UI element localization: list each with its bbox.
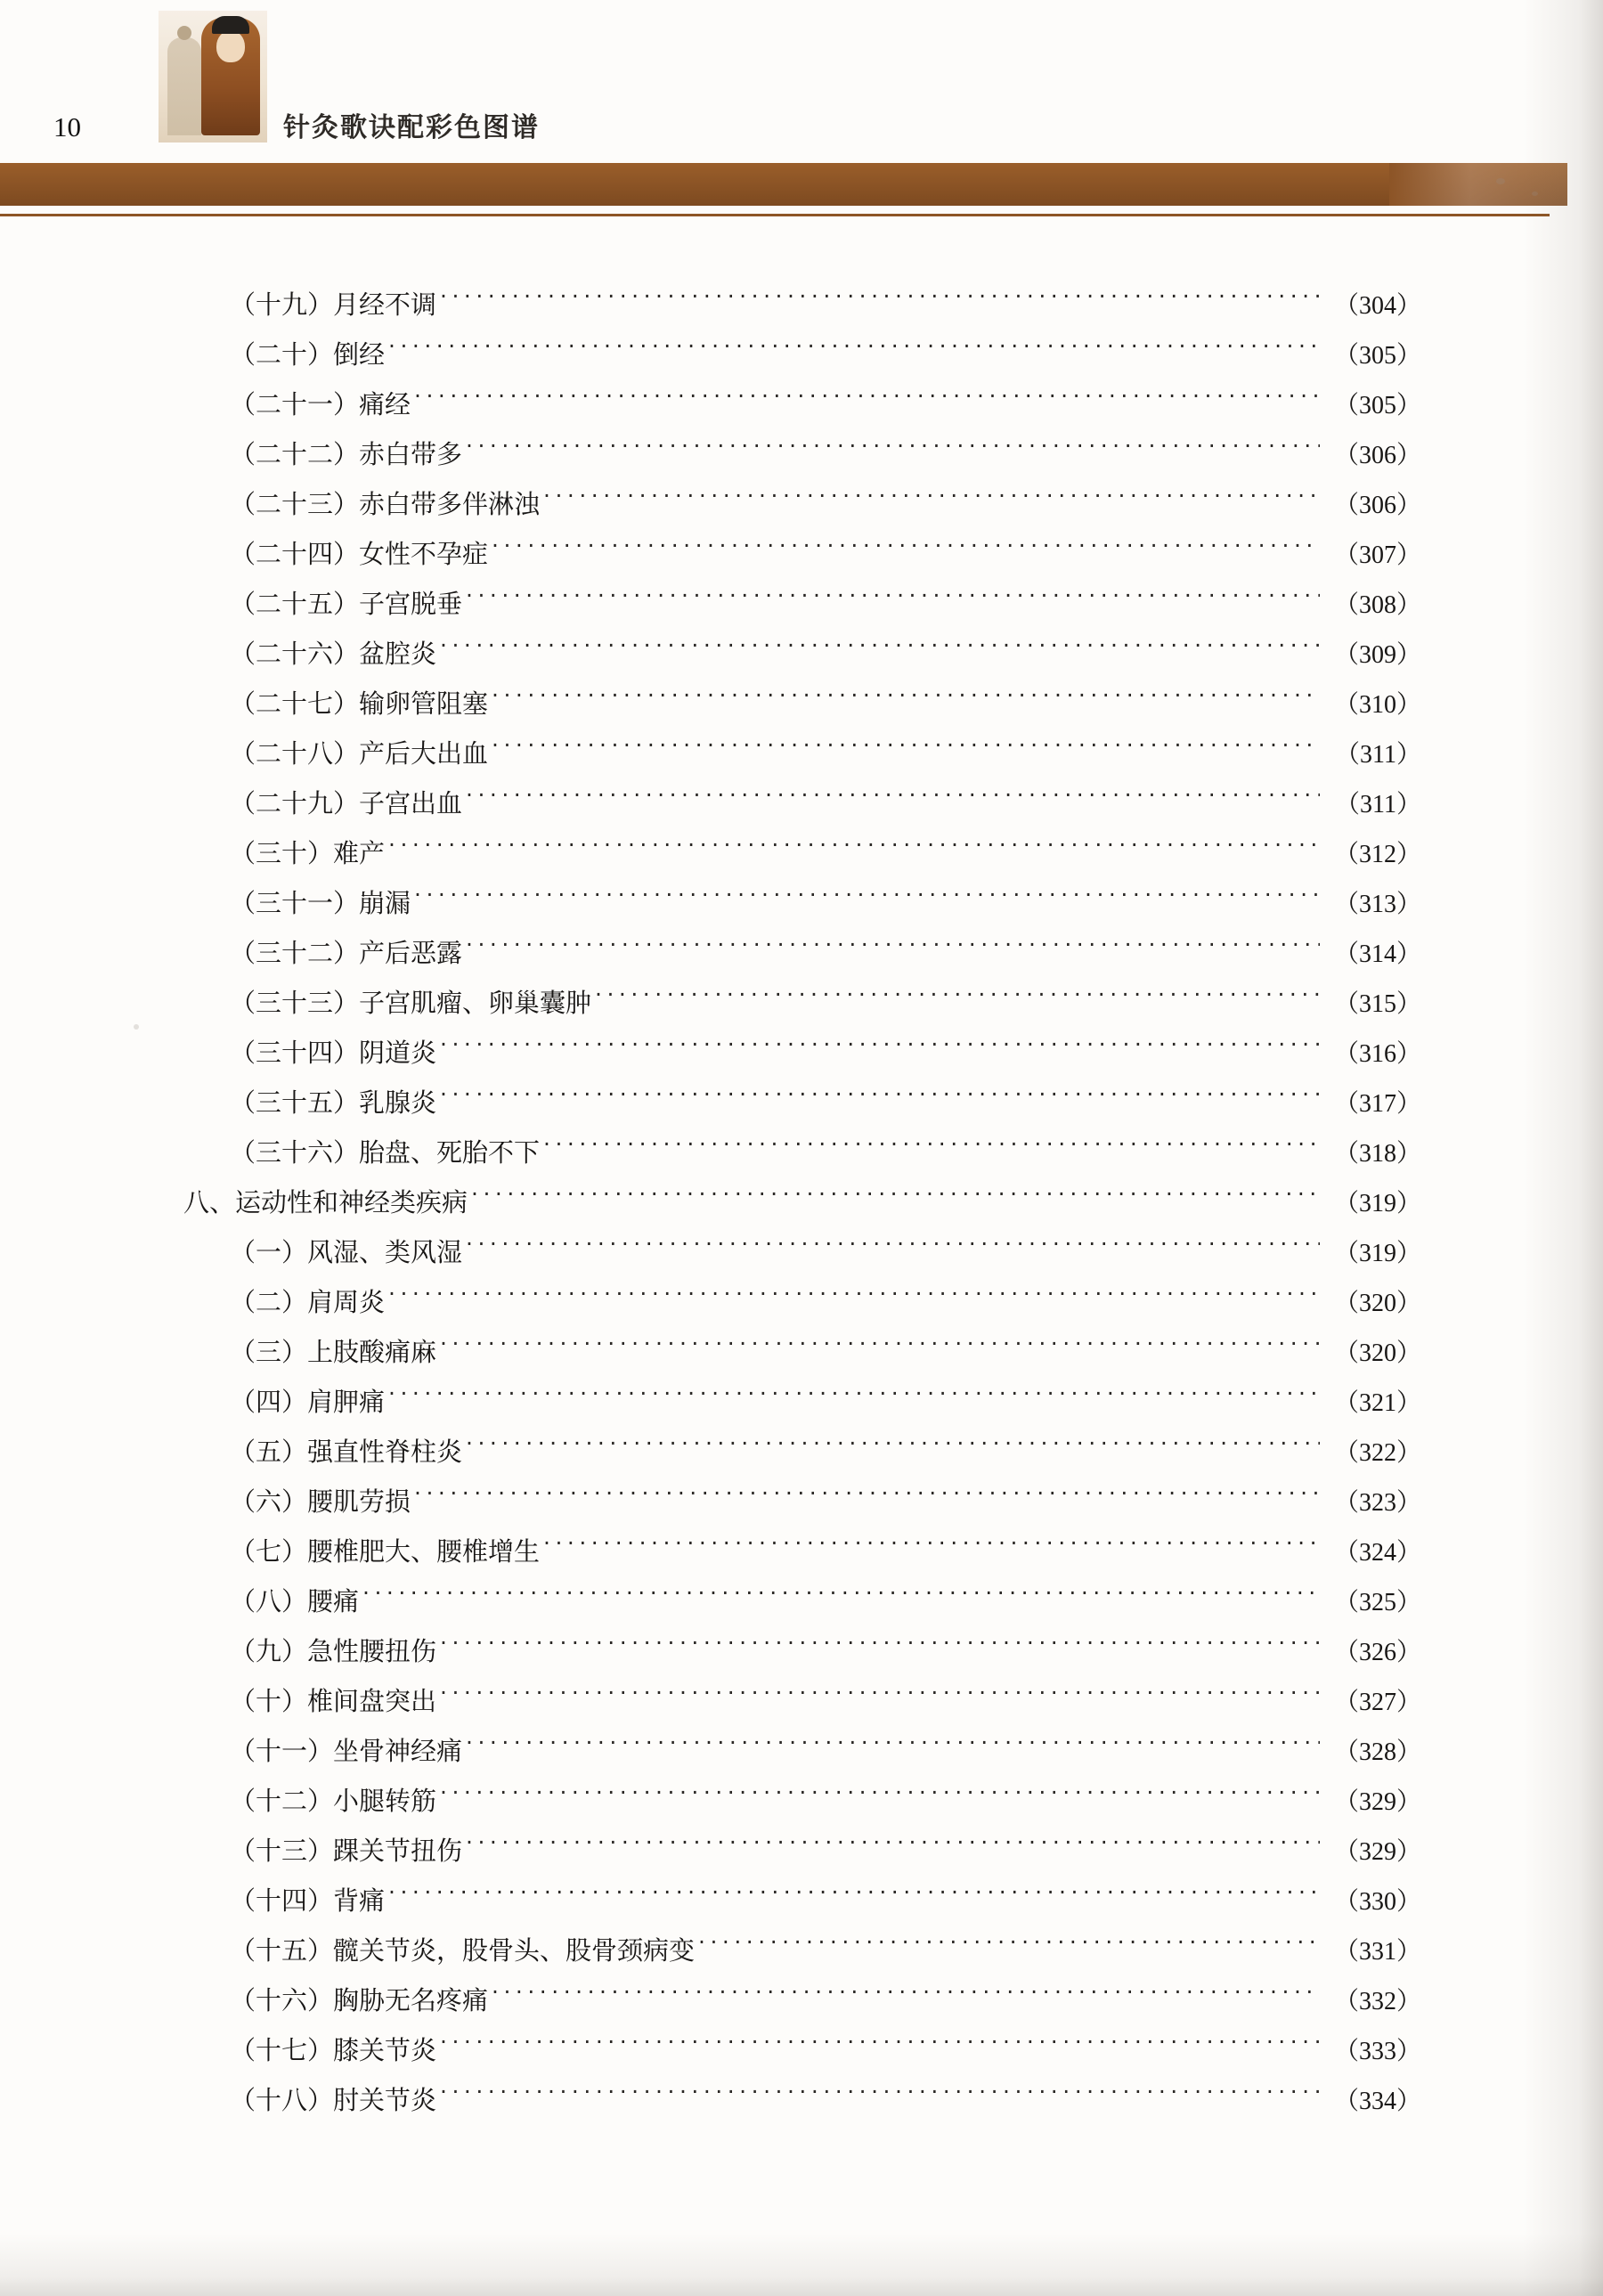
toc-entry[interactable]: [183, 634, 1421, 684]
toc-entry-page: （305）: [1333, 342, 1421, 370]
toc-entry[interactable]: [183, 1831, 1421, 1881]
toc-entry-label: （三十二）产后恶露: [230, 938, 463, 968]
book-title: 针灸歌诀配彩色图谱: [283, 112, 540, 143]
toc-leader-dots: [362, 1584, 1320, 1610]
toc-leader-dots: [388, 338, 1320, 363]
toc-leader-dots: [414, 387, 1320, 413]
toc-entry-label: （三十）难产: [230, 838, 386, 868]
toc-leader-dots: [466, 1834, 1320, 1860]
toc-entry[interactable]: [183, 1083, 1421, 1133]
toc-entry-page: （322）: [1333, 1439, 1421, 1467]
illustration-figure-right: [201, 18, 260, 135]
toc-entry-page: （311）: [1335, 741, 1421, 769]
toc-leader-dots: [440, 1086, 1320, 1111]
toc-entry-page: （319）: [1333, 1240, 1421, 1267]
header-illustration: [159, 11, 267, 142]
toc-entry[interactable]: [183, 1332, 1421, 1382]
toc-entry[interactable]: [183, 834, 1421, 883]
toc-entry[interactable]: [183, 1881, 1421, 1931]
toc-entry-label: （十一）坐骨神经痛: [230, 1736, 463, 1766]
toc-leader-dots: [440, 2083, 1320, 2109]
page-number: 10: [53, 111, 81, 142]
scan-speck: [134, 1024, 139, 1030]
toc-entry-label: （十五）髋关节炎，股骨头、股骨颈病变: [230, 1935, 696, 1966]
toc-entry[interactable]: [183, 584, 1421, 634]
toc-entry[interactable]: [183, 1731, 1421, 1781]
toc-entry[interactable]: [183, 335, 1421, 385]
toc-entry-page: （320）: [1333, 1290, 1421, 1317]
toc-entry[interactable]: [183, 1432, 1421, 1482]
toc-entry-page: （332）: [1333, 1988, 1421, 2015]
toc-entry-label: （十）椎间盘突出: [230, 1686, 437, 1716]
toc-entry-label: （三）上肢酸痛麻: [230, 1337, 437, 1367]
toc-leader-dots: [440, 1684, 1320, 1710]
page-edge-shadow-right: [1523, 0, 1603, 2296]
toc-leader-dots: [414, 1485, 1320, 1510]
toc-entry[interactable]: [183, 1931, 1421, 1981]
toc-leader-dots: [466, 1435, 1320, 1461]
toc-entry[interactable]: [183, 784, 1421, 834]
toc-entry-label: （二十二）赤白带多: [230, 439, 463, 469]
toc-entry-page: （331）: [1333, 1938, 1421, 1966]
toc-entry-label: （八）腰痛: [230, 1586, 360, 1616]
toc-entry-page: （328）: [1333, 1738, 1421, 1766]
toc-entry-label: 八、运动性和神经类疾病: [183, 1187, 468, 1217]
toc-leader-dots: [492, 537, 1320, 563]
toc-entry-page: （304）: [1333, 292, 1421, 320]
toc-entry-label: （三十三）子宫肌瘤、卵巢囊肿: [230, 988, 592, 1018]
toc-leader-dots: [595, 986, 1320, 1012]
toc-entry[interactable]: [183, 1183, 1421, 1233]
toc-leader-dots: [440, 637, 1320, 663]
toc-entry-label: （二十四）女性不孕症: [230, 539, 489, 569]
toc-entry-label: （三十一）崩漏: [230, 888, 411, 918]
toc-entry-label: （二十八）产后大出血: [230, 738, 489, 769]
toc-leader-dots: [414, 886, 1320, 912]
toc-entry-label: （二十一）痛经: [230, 389, 411, 419]
toc-entry-label: （三十五）乳腺炎: [230, 1087, 437, 1118]
toc-leader-dots: [440, 2033, 1320, 2059]
toc-entry-label: （二十六）盆腔炎: [230, 639, 437, 669]
toc-entry-label: （二十九）子宫出血: [230, 788, 463, 818]
toc-entry[interactable]: [183, 734, 1421, 784]
toc-entry-page: （318）: [1333, 1140, 1421, 1168]
toc-leader-dots: [492, 737, 1320, 762]
toc-entry-label: （二十七）输卵管阻塞: [230, 688, 489, 719]
toc-entry[interactable]: [183, 883, 1421, 933]
toc-leader-dots: [466, 936, 1320, 962]
toc-entry[interactable]: [183, 1681, 1421, 1731]
toc-entry-label: （九）急性腰扭伤: [230, 1636, 437, 1666]
toc-entry-label: （二十）倒经: [230, 339, 386, 370]
toc-entry[interactable]: [183, 1233, 1421, 1282]
toc-entry-label: （二十五）子宫脱垂: [230, 589, 463, 619]
toc-leader-dots: [440, 1784, 1320, 1810]
toc-leader-dots: [388, 836, 1320, 862]
toc-entry[interactable]: [183, 1482, 1421, 1532]
header-rule: [0, 214, 1550, 216]
toc-leader-dots: [440, 1634, 1320, 1660]
toc-entry-page: （329）: [1333, 1838, 1421, 1866]
toc-entry[interactable]: [183, 2031, 1421, 2080]
toc-entry-page: （305）: [1333, 392, 1421, 419]
toc-entry[interactable]: [183, 1033, 1421, 1083]
toc-leader-dots: [543, 1136, 1320, 1161]
toc-entry-page: （327）: [1333, 1689, 1421, 1716]
toc-entry-page: （334）: [1333, 2088, 1421, 2115]
toc-entry-page: （329）: [1333, 1788, 1421, 1816]
page-header: [0, 0, 1603, 223]
toc-entry-page: （326）: [1333, 1639, 1421, 1666]
scan-speck: [1532, 191, 1538, 196]
toc-entry-page: （310）: [1333, 691, 1421, 719]
toc-entry-label: （十六）胸胁无名疼痛: [230, 1985, 489, 2015]
toc-entry-label: （五）强直性脊柱炎: [230, 1437, 463, 1467]
toc-leader-dots: [440, 288, 1320, 313]
toc-entry-label: （四）肩胛痛: [230, 1387, 386, 1417]
toc-leader-dots: [698, 1934, 1320, 1959]
toc-entry[interactable]: [183, 534, 1421, 584]
toc-entry-label: （二十三）赤白带多伴淋浊: [230, 489, 541, 519]
toc-entry-label: （十三）踝关节扭伤: [230, 1836, 463, 1866]
toc-leader-dots: [492, 687, 1320, 712]
toc-entry-page: （316）: [1333, 1040, 1421, 1068]
toc-entry-page: （307）: [1333, 541, 1421, 569]
toc-entry-label: （七）腰椎肥大、腰椎增生: [230, 1536, 541, 1567]
toc-leader-dots: [440, 1335, 1320, 1361]
toc-leader-dots: [466, 1235, 1320, 1261]
toc-entry-page: （330）: [1333, 1888, 1421, 1916]
toc-entry[interactable]: [183, 1532, 1421, 1582]
table-of-contents: [183, 285, 1421, 2130]
toc-entry-page: （312）: [1333, 841, 1421, 868]
toc-leader-dots: [466, 786, 1320, 812]
page-edge-shadow-bottom: [0, 2234, 1603, 2296]
toc-leader-dots: [543, 1535, 1320, 1560]
toc-entry-label: （三十四）阴道炎: [230, 1038, 437, 1068]
toc-entry-page: （315）: [1333, 990, 1421, 1018]
toc-entry-page: （333）: [1333, 2038, 1421, 2065]
toc-entry[interactable]: [183, 1382, 1421, 1432]
toc-entry[interactable]: [183, 983, 1421, 1033]
toc-entry-page: （321）: [1333, 1389, 1421, 1417]
toc-entry-page: （320）: [1333, 1339, 1421, 1367]
toc-entry-label: （十四）背痛: [230, 1885, 386, 1916]
toc-entry[interactable]: [183, 1133, 1421, 1183]
toc-entry[interactable]: [183, 1981, 1421, 2031]
toc-leader-dots: [388, 1884, 1320, 1909]
toc-entry[interactable]: [183, 1582, 1421, 1632]
toc-leader-dots: [466, 437, 1320, 463]
toc-entry-page: （309）: [1333, 641, 1421, 669]
toc-entry[interactable]: [183, 435, 1421, 484]
toc-entry-label: （一）风湿、类风湿: [230, 1237, 463, 1267]
toc-entry[interactable]: [183, 285, 1421, 335]
toc-entry[interactable]: [183, 684, 1421, 734]
toc-entry[interactable]: [183, 1781, 1421, 1831]
header-color-band: [0, 163, 1567, 206]
toc-entry[interactable]: [183, 1632, 1421, 1681]
toc-entry-label: （十八）肘关节炎: [230, 2085, 437, 2115]
toc-entry-page: （308）: [1333, 591, 1421, 619]
toc-entry[interactable]: [183, 933, 1421, 983]
toc-entry-page: （306）: [1333, 442, 1421, 469]
toc-leader-dots: [492, 1983, 1320, 2009]
toc-leader-dots: [388, 1285, 1320, 1311]
toc-leader-dots: [543, 487, 1320, 513]
toc-entry-label: （六）腰肌劳损: [230, 1486, 411, 1517]
toc-leader-dots: [466, 587, 1320, 613]
toc-entry-page: （324）: [1333, 1539, 1421, 1567]
toc-entry-label: （十九）月经不调: [230, 289, 437, 320]
illustration-figure-left: [167, 37, 201, 135]
toc-entry-page: （323）: [1333, 1489, 1421, 1517]
toc-entry-page: （317）: [1333, 1090, 1421, 1118]
toc-entry-page: （314）: [1333, 940, 1421, 968]
toc-entry-page: （306）: [1333, 492, 1421, 519]
toc-leader-dots: [471, 1185, 1320, 1211]
toc-entry-label: （三十六）胎盘、死胎不下: [230, 1137, 541, 1168]
toc-leader-dots: [388, 1385, 1320, 1411]
toc-entry-label: （十二）小腿转筋: [230, 1786, 437, 1816]
toc-entry-page: （313）: [1333, 891, 1421, 918]
toc-entry[interactable]: [183, 484, 1421, 534]
toc-entry[interactable]: [183, 2080, 1421, 2130]
toc-leader-dots: [440, 1036, 1320, 1062]
toc-entry-label: （二）肩周炎: [230, 1287, 386, 1317]
toc-entry[interactable]: [183, 1282, 1421, 1332]
toc-entry-page: （325）: [1333, 1589, 1421, 1616]
toc-leader-dots: [466, 1734, 1320, 1760]
scan-speck: [1496, 178, 1505, 184]
toc-entry-page: （311）: [1335, 791, 1421, 818]
toc-entry[interactable]: [183, 385, 1421, 435]
toc-entry-label: （十七）膝关节炎: [230, 2035, 437, 2065]
toc-entry-page: （319）: [1333, 1190, 1421, 1217]
